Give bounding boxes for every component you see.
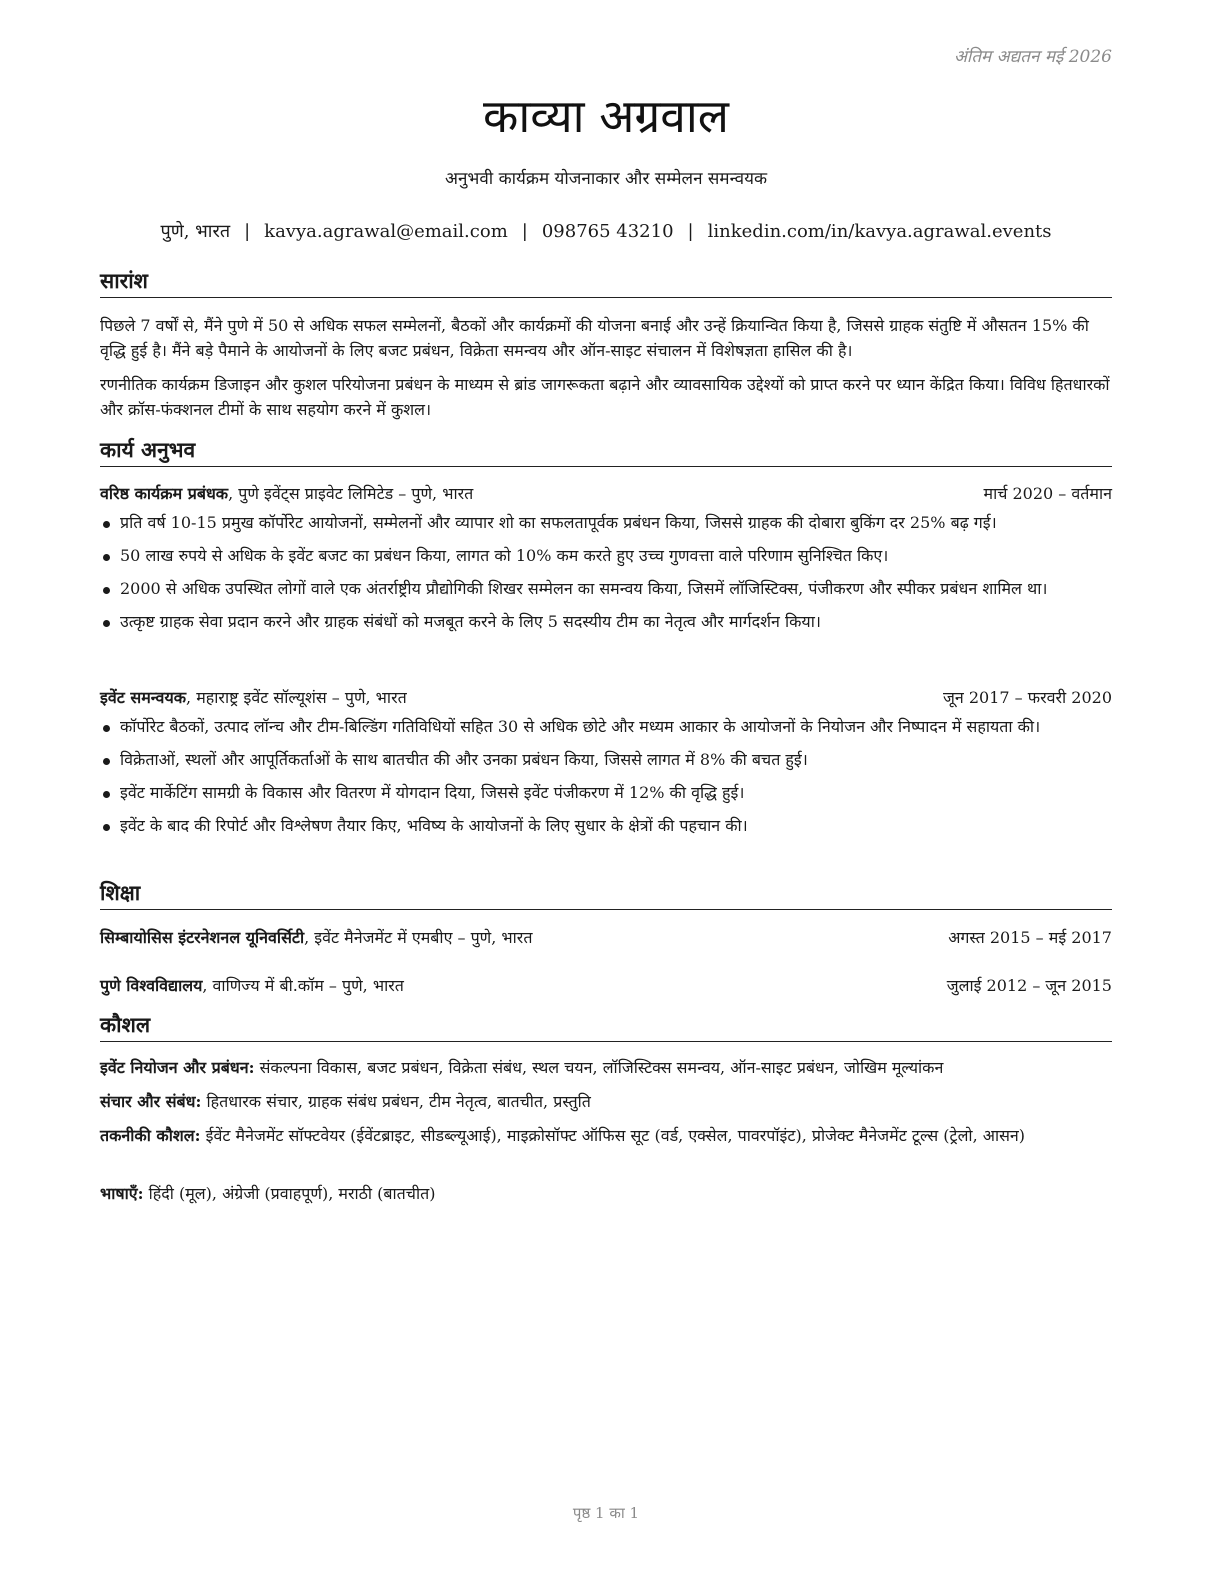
resume-page (100, 0, 1112, 1584)
contact-separator: | (521, 221, 528, 242)
contact-line (100, 219, 1112, 243)
education-institution: सिम्बायोसिस इंटरनेशनल यूनिवर्सिटी (100, 928, 305, 947)
contact-email[interactable]: kavya.agrawal@email.com (264, 221, 508, 242)
education-entry (100, 925, 1112, 950)
contact-separator: | (687, 221, 694, 242)
contact-separator: | (244, 221, 251, 242)
skill-line (100, 1056, 1112, 1080)
skill-value: हिंदी (मूल), अंग्रेजी (प्रवाहपूर्ण), मराठी (बातचीत) (143, 1184, 436, 1203)
skill-value: हितधारक संचार, ग्राहक संबंध प्रबंधन, टीम नेतृत्व, बातचीत, प्रस्तुति (201, 1092, 591, 1111)
job-role: इवेंट समन्वयक (100, 688, 187, 707)
job-bullets (100, 715, 1112, 847)
skill-label: भाषाएँ: (100, 1184, 144, 1203)
job-header (100, 481, 1112, 506)
list-item: 50 लाख रुपये से अधिक के इवेंट बजट का प्रबंधन किया, लागत को 10% कम करते हुए उच्च गुणवत्ता वाले परिणाम सुनिश्चित किए। (100, 544, 1112, 568)
skill-value: संकल्पना विकास, बजट प्रबंधन, विक्रेता संबंध, स्थल चयन, लॉजिस्टिक्स समन्वय, ऑन-साइट प्रबंधन, जोखिम मूल्यांकन (254, 1058, 944, 1077)
education-entry (100, 973, 1112, 998)
job-org: , पुणे इवेंट्स प्राइवेट लिमिटेड – पुणे, भारत (228, 484, 474, 503)
summary-paragraph: रणनीतिक कार्यक्रम डिजाइन और कुशल परियोजना प्रबंधन के माध्यम से ब्रांड जागरूकता बढ़ाने और व्यावसायिक उद्देश्यों को प्राप्त करने पर ध्यान केंद्रित किया। विविध हितधारकों और क्रॉस-फंक्शनल टीमों के साथ सहयोग करने में कुशल। (100, 375, 1110, 419)
education-dates: जुलाई 2012 – जून 2015 (946, 976, 1112, 995)
section-title-summary: सारांश (100, 268, 1112, 298)
education-dates: अगस्त 2015 – मई 2017 (948, 928, 1112, 947)
contact-location: पुणे, भारत (160, 221, 231, 242)
skill-value: ईवेंट मैनेजमेंट सॉफ्टवेयर (ईवेंटब्राइट, सीडब्ल्यूआई), माइक्रोसॉफ्ट ऑफिस सूट (वर्ड, एक्सेल, पावरपॉइंट), प्रोजेक्ट मैनेजमेंट टूल्स (ट्रेलो, आसन) (200, 1126, 1026, 1145)
last-updated: अंतिम अद्यतन मई 2026 (953, 47, 1112, 67)
education-institution: पुणे विश्वविद्यालय (100, 976, 203, 995)
skill-line (100, 1182, 1112, 1206)
section-title-experience: कार्य अनुभव (100, 437, 1112, 467)
skill-line (100, 1124, 1112, 1148)
education-detail: , इवेंट मैनेजमेंट में एमबीए – पुणे, भारत (304, 928, 533, 947)
skill-line (100, 1090, 1112, 1114)
candidate-name: काव्या अग्रवाल (483, 89, 729, 143)
contact-phone: 098765 43210 (541, 221, 674, 242)
job-header (100, 685, 1112, 710)
skill-label: संचार और संबंध: (100, 1092, 202, 1111)
list-item: कॉर्पोरेट बैठकों, उत्पाद लॉन्च और टीम-बिल्डिंग गतिविधियों सहित 30 से अधिक छोटे और मध्यम आकार के आयोजनों के नियोजन और निष्पादन में सहायता की। (100, 715, 1112, 739)
skill-label: इवेंट नियोजन और प्रबंधन: (100, 1058, 255, 1077)
job-dates: मार्च 2020 – वर्तमान (983, 484, 1112, 503)
job-dates: जून 2017 – फरवरी 2020 (943, 688, 1112, 707)
contact-linkedin[interactable]: linkedin.com/in/kavya.agrawal.events (707, 221, 1052, 242)
job-org: , महाराष्ट्र इवेंट सॉल्यूशंस – पुणे, भारत (186, 688, 407, 707)
education-detail: , वाणिज्य में बी.कॉम – पुणे, भारत (202, 976, 404, 995)
candidate-subtitle: अनुभवी कार्यक्रम योजनाकार और सम्मेलन समन्वयक (444, 169, 768, 189)
section-title-education: शिक्षा (100, 880, 1112, 910)
job-bullets (100, 511, 1112, 643)
list-item: 2000 से अधिक उपस्थित लोगों वाले एक अंतर्राष्ट्रीय प्रौद्योगिकी शिखर सम्मेलन का समन्वय किया, जिसमें लॉजिस्टिक्स, पंजीकरण और स्पीकर प्रबंधन शामिल था। (100, 577, 1112, 601)
job-role: वरिष्ठ कार्यक्रम प्रबंधक (100, 484, 229, 503)
summary-paragraph: पिछले 7 वर्षों से, मैंने पुणे में 50 से अधिक सफल सम्मेलनों, बैठकों और कार्यक्रमों की योजना बनाई और उन्हें क्रियान्वित किया है, जिससे ग्राहक संतुष्टि में औसतन 15% की वृद्धि हुई है। मैंने बड़े पैमाने के आयोजनों के लिए बजट प्रबंधन, विक्रेता समन्वय और ऑन-साइट संचालन में विशेषज्ञता हासिल की है। (100, 316, 1089, 360)
list-item: विक्रेताओं, स्थलों और आपूर्तिकर्ताओं के साथ बातचीत की और उनका प्रबंधन किया, जिससे लागत में 8% की बचत हुई। (100, 748, 1112, 772)
list-item: प्रति वर्ष 10-15 प्रमुख कॉर्पोरेट आयोजनों, सम्मेलनों और व्यापार शो का सफलतापूर्वक प्रबंधन किया, जिससे ग्राहक की दोबारा बुकिंग दर 25% बढ़ गई। (100, 511, 1112, 535)
skill-label: तकनीकी कौशल: (100, 1126, 201, 1145)
list-item: इवेंट के बाद की रिपोर्ट और विश्लेषण तैयार किए, भविष्य के आयोजनों के लिए सुधार के क्षेत्रों की पहचान की। (100, 814, 1112, 838)
list-item: इवेंट मार्केटिंग सामग्री के विकास और वितरण में योगदान दिया, जिससे इवेंट पंजीकरण में 12% की वृद्धि हुई। (100, 781, 1112, 805)
list-item: उत्कृष्ट ग्राहक सेवा प्रदान करने और ग्राहक संबंधों को मजबूत करने के लिए 5 सदस्यीय टीम का नेतृत्व और मार्गदर्शन किया। (100, 610, 1112, 634)
section-title-skills: कौशल (100, 1012, 1112, 1042)
page-number: पृष्ठ 1 का 1 (572, 1504, 640, 1522)
